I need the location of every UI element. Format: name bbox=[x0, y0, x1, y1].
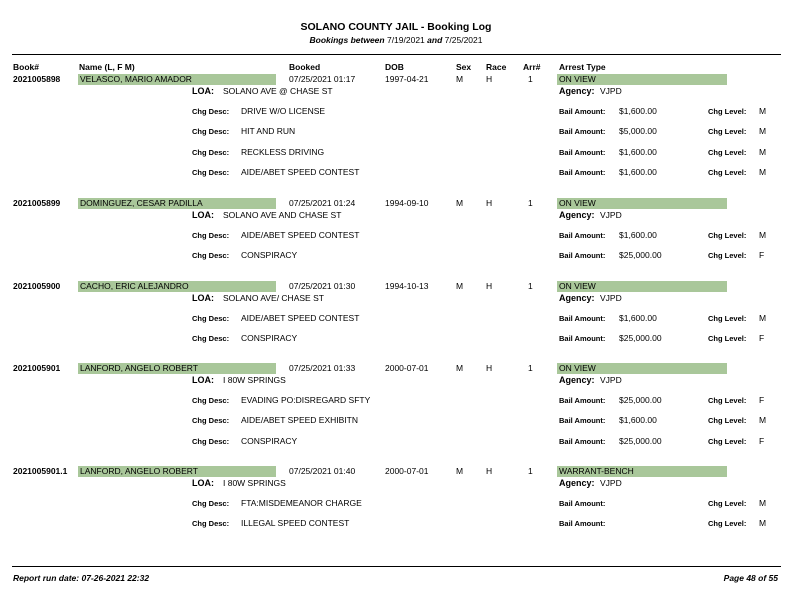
charge-level: M bbox=[759, 126, 767, 136]
chg-level-label: Chg Level: bbox=[708, 168, 747, 177]
chg-desc-label: Chg Desc: bbox=[192, 251, 230, 260]
book-number: 2021005901 bbox=[13, 363, 61, 373]
arrest-number: 1 bbox=[528, 74, 533, 84]
loa-label: LOA: bbox=[192, 293, 214, 303]
report-title: SOLANO COUNTY JAIL - Booking Log bbox=[300, 21, 492, 33]
chg-level-label: Chg Level: bbox=[708, 519, 747, 528]
agency-value: VJPD bbox=[600, 86, 622, 96]
bail-amount-label: Bail Amount: bbox=[559, 499, 606, 508]
bail-amount-label: Bail Amount: bbox=[559, 334, 606, 343]
inmate-name: LANFORD, ANGELO ROBERT bbox=[80, 363, 198, 373]
bail-amount: $1,600.00 bbox=[619, 230, 657, 240]
bail-amount: $1,600.00 bbox=[619, 313, 657, 323]
loa-value: I 80W SPRINGS bbox=[223, 478, 286, 488]
chg-desc-label: Chg Desc: bbox=[192, 231, 230, 240]
book-number: 2021005899 bbox=[13, 198, 61, 208]
arrest-number: 1 bbox=[528, 466, 533, 476]
charge-level: M bbox=[759, 518, 767, 528]
bail-amount: $1,600.00 bbox=[619, 415, 657, 425]
chg-level-label: Chg Level: bbox=[708, 437, 747, 446]
bail-amount: $1,600.00 bbox=[619, 167, 657, 177]
inmate-name: DOMINGUEZ, CESAR PADILLA bbox=[80, 198, 203, 208]
charge-description: FTA:MISDEMEANOR CHARGE bbox=[241, 498, 362, 508]
chg-level-label: Chg Level: bbox=[708, 127, 747, 136]
arrest-number: 1 bbox=[528, 363, 533, 373]
bail-amount-label: Bail Amount: bbox=[559, 168, 606, 177]
chg-level-label: Chg Level: bbox=[708, 148, 747, 157]
date-to: 7/25/2021 bbox=[444, 35, 483, 45]
sex: M bbox=[456, 198, 464, 208]
col-header-race: Race bbox=[486, 62, 507, 72]
inmate-name: CACHO, ERIC ALEJANDRO bbox=[80, 281, 189, 291]
sex: M bbox=[456, 281, 464, 291]
loa-label: LOA: bbox=[192, 375, 214, 385]
race: H bbox=[486, 198, 493, 208]
charge-description: CONSPIRACY bbox=[241, 250, 298, 260]
chg-desc-label: Chg Desc: bbox=[192, 437, 230, 446]
inmate-name: VELASCO, MARIO AMADOR bbox=[80, 74, 192, 84]
arrest-number: 1 bbox=[528, 281, 533, 291]
agency-label: Agency: bbox=[559, 293, 595, 303]
race: H bbox=[486, 363, 493, 373]
charge-level: M bbox=[759, 415, 767, 425]
charge-description: EVADING PO:DISREGARD SFTY bbox=[241, 395, 371, 405]
sex: M bbox=[456, 74, 464, 84]
bail-amount: $1,600.00 bbox=[619, 147, 657, 157]
loa-label: LOA: bbox=[192, 478, 214, 488]
dob: 1994-10-13 bbox=[385, 281, 429, 291]
book-number: 2021005901.1 bbox=[13, 466, 68, 476]
charge-level: M bbox=[759, 147, 767, 157]
agency-value: VJPD bbox=[600, 210, 622, 220]
charge-description: ILLEGAL SPEED CONTEST bbox=[241, 518, 350, 528]
charge-description: RECKLESS DRIVING bbox=[241, 147, 325, 157]
charge-level: F bbox=[759, 395, 765, 405]
bail-amount-label: Bail Amount: bbox=[559, 416, 606, 425]
chg-level-label: Chg Level: bbox=[708, 334, 747, 343]
charge-level: M bbox=[759, 106, 767, 116]
chg-desc-label: Chg Desc: bbox=[192, 334, 230, 343]
charge-description: HIT AND RUN bbox=[241, 126, 296, 136]
bail-amount: $1,600.00 bbox=[619, 106, 657, 116]
charge-description: AIDE/ABET SPEED CONTEST bbox=[241, 313, 360, 323]
agency-value: VJPD bbox=[600, 293, 622, 303]
agency-label: Agency: bbox=[559, 210, 595, 220]
agency-value: VJPD bbox=[600, 375, 622, 385]
booked-datetime: 07/25/2021 01:17 bbox=[289, 74, 356, 84]
agency-label: Agency: bbox=[559, 86, 595, 96]
arrest-type: ON VIEW bbox=[559, 198, 596, 208]
chg-level-label: Chg Level: bbox=[708, 231, 747, 240]
loa-value: SOLANO AVE @ CHASE ST bbox=[223, 86, 333, 96]
booked-datetime: 07/25/2021 01:24 bbox=[289, 198, 356, 208]
chg-level-label: Chg Level: bbox=[708, 314, 747, 323]
arrest-type: ON VIEW bbox=[559, 281, 596, 291]
sex: M bbox=[456, 363, 464, 373]
book-number: 2021005900 bbox=[13, 281, 61, 291]
bail-amount-label: Bail Amount: bbox=[559, 437, 606, 446]
race: H bbox=[486, 74, 493, 84]
bail-amount: $5,000.00 bbox=[619, 126, 657, 136]
bail-amount-label: Bail Amount: bbox=[559, 107, 606, 116]
bail-amount-label: Bail Amount: bbox=[559, 231, 606, 240]
subtitle-and: and bbox=[427, 35, 443, 45]
col-header-name: Name (L, F M) bbox=[79, 62, 135, 72]
sex: M bbox=[456, 466, 464, 476]
arrest-type: WARRANT-BENCH bbox=[559, 466, 634, 476]
loa-label: LOA: bbox=[192, 210, 214, 220]
chg-desc-label: Chg Desc: bbox=[192, 396, 230, 405]
col-header-arrest-type: Arrest Type bbox=[559, 62, 606, 72]
booked-datetime: 07/25/2021 01:40 bbox=[289, 466, 356, 476]
charge-description: AIDE/ABET SPEED EXHIBITN bbox=[241, 415, 358, 425]
bail-amount-label: Bail Amount: bbox=[559, 519, 606, 528]
charge-level: M bbox=[759, 313, 767, 323]
booked-datetime: 07/25/2021 01:30 bbox=[289, 281, 356, 291]
book-number: 2021005898 bbox=[13, 74, 61, 84]
col-header-book: Book# bbox=[13, 62, 39, 72]
bail-amount-label: Bail Amount: bbox=[559, 148, 606, 157]
charge-level: M bbox=[759, 167, 767, 177]
bail-amount: $25,000.00 bbox=[619, 250, 662, 260]
chg-level-label: Chg Level: bbox=[708, 396, 747, 405]
chg-desc-label: Chg Desc: bbox=[192, 148, 230, 157]
report-subtitle bbox=[0, 35, 792, 45]
dob: 2000-07-01 bbox=[385, 363, 429, 373]
bail-amount: $25,000.00 bbox=[619, 436, 662, 446]
bail-amount-label: Bail Amount: bbox=[559, 127, 606, 136]
arrest-type: ON VIEW bbox=[559, 74, 596, 84]
charge-level: M bbox=[759, 498, 767, 508]
arrest-type: ON VIEW bbox=[559, 363, 596, 373]
charge-level: F bbox=[759, 250, 765, 260]
dob: 2000-07-01 bbox=[385, 466, 429, 476]
col-header-dob: DOB bbox=[385, 62, 404, 72]
booked-datetime: 07/25/2021 01:33 bbox=[289, 363, 356, 373]
bail-amount: $25,000.00 bbox=[619, 395, 662, 405]
dob: 1997-04-21 bbox=[385, 74, 429, 84]
chg-level-label: Chg Level: bbox=[708, 107, 747, 116]
bail-amount-label: Bail Amount: bbox=[559, 396, 606, 405]
chg-level-label: Chg Level: bbox=[708, 251, 747, 260]
col-header-sex: Sex bbox=[456, 62, 472, 72]
chg-desc-label: Chg Desc: bbox=[192, 314, 230, 323]
col-header-booked: Booked bbox=[289, 62, 321, 72]
charge-description: CONSPIRACY bbox=[241, 436, 298, 446]
loa-label: LOA: bbox=[192, 86, 214, 96]
bail-amount-label: Bail Amount: bbox=[559, 314, 606, 323]
charge-description: CONSPIRACY bbox=[241, 333, 298, 343]
chg-desc-label: Chg Desc: bbox=[192, 416, 230, 425]
dob: 1994-09-10 bbox=[385, 198, 429, 208]
chg-level-label: Chg Level: bbox=[708, 416, 747, 425]
loa-value: I 80W SPRINGS bbox=[223, 375, 286, 385]
charge-description: AIDE/ABET SPEED CONTEST bbox=[241, 230, 360, 240]
loa-value: SOLANO AVE AND CHASE ST bbox=[223, 210, 342, 220]
race: H bbox=[486, 466, 493, 476]
agency-label: Agency: bbox=[559, 375, 595, 385]
race: H bbox=[486, 281, 493, 291]
footer-rule bbox=[12, 566, 781, 567]
arrest-number: 1 bbox=[528, 198, 533, 208]
chg-desc-label: Chg Desc: bbox=[192, 519, 230, 528]
chg-desc-label: Chg Desc: bbox=[192, 107, 230, 116]
report-run-date: Report run date: 07-26-2021 22:32 bbox=[13, 573, 150, 583]
header-rule bbox=[12, 54, 781, 55]
subtitle-prefix: Bookings between bbox=[309, 35, 385, 45]
charge-description: AIDE/ABET SPEED CONTEST bbox=[241, 167, 360, 177]
agency-label: Agency: bbox=[559, 478, 595, 488]
loa-value: SOLANO AVE/ CHASE ST bbox=[223, 293, 324, 303]
charge-level: M bbox=[759, 230, 767, 240]
bail-amount: $25,000.00 bbox=[619, 333, 662, 343]
page-number: Page 48 of 55 bbox=[723, 573, 778, 583]
charge-level: F bbox=[759, 333, 765, 343]
charge-level: F bbox=[759, 436, 765, 446]
date-from: 7/19/2021 bbox=[386, 35, 425, 45]
col-header-arr: Arr# bbox=[523, 62, 541, 72]
inmate-name: LANFORD, ANGELO ROBERT bbox=[80, 466, 198, 476]
chg-desc-label: Chg Desc: bbox=[192, 168, 230, 177]
agency-value: VJPD bbox=[600, 478, 622, 488]
bail-amount-label: Bail Amount: bbox=[559, 251, 606, 260]
chg-level-label: Chg Level: bbox=[708, 499, 747, 508]
chg-desc-label: Chg Desc: bbox=[192, 499, 230, 508]
chg-desc-label: Chg Desc: bbox=[192, 127, 230, 136]
charge-description: DRIVE W/O LICENSE bbox=[241, 106, 326, 116]
